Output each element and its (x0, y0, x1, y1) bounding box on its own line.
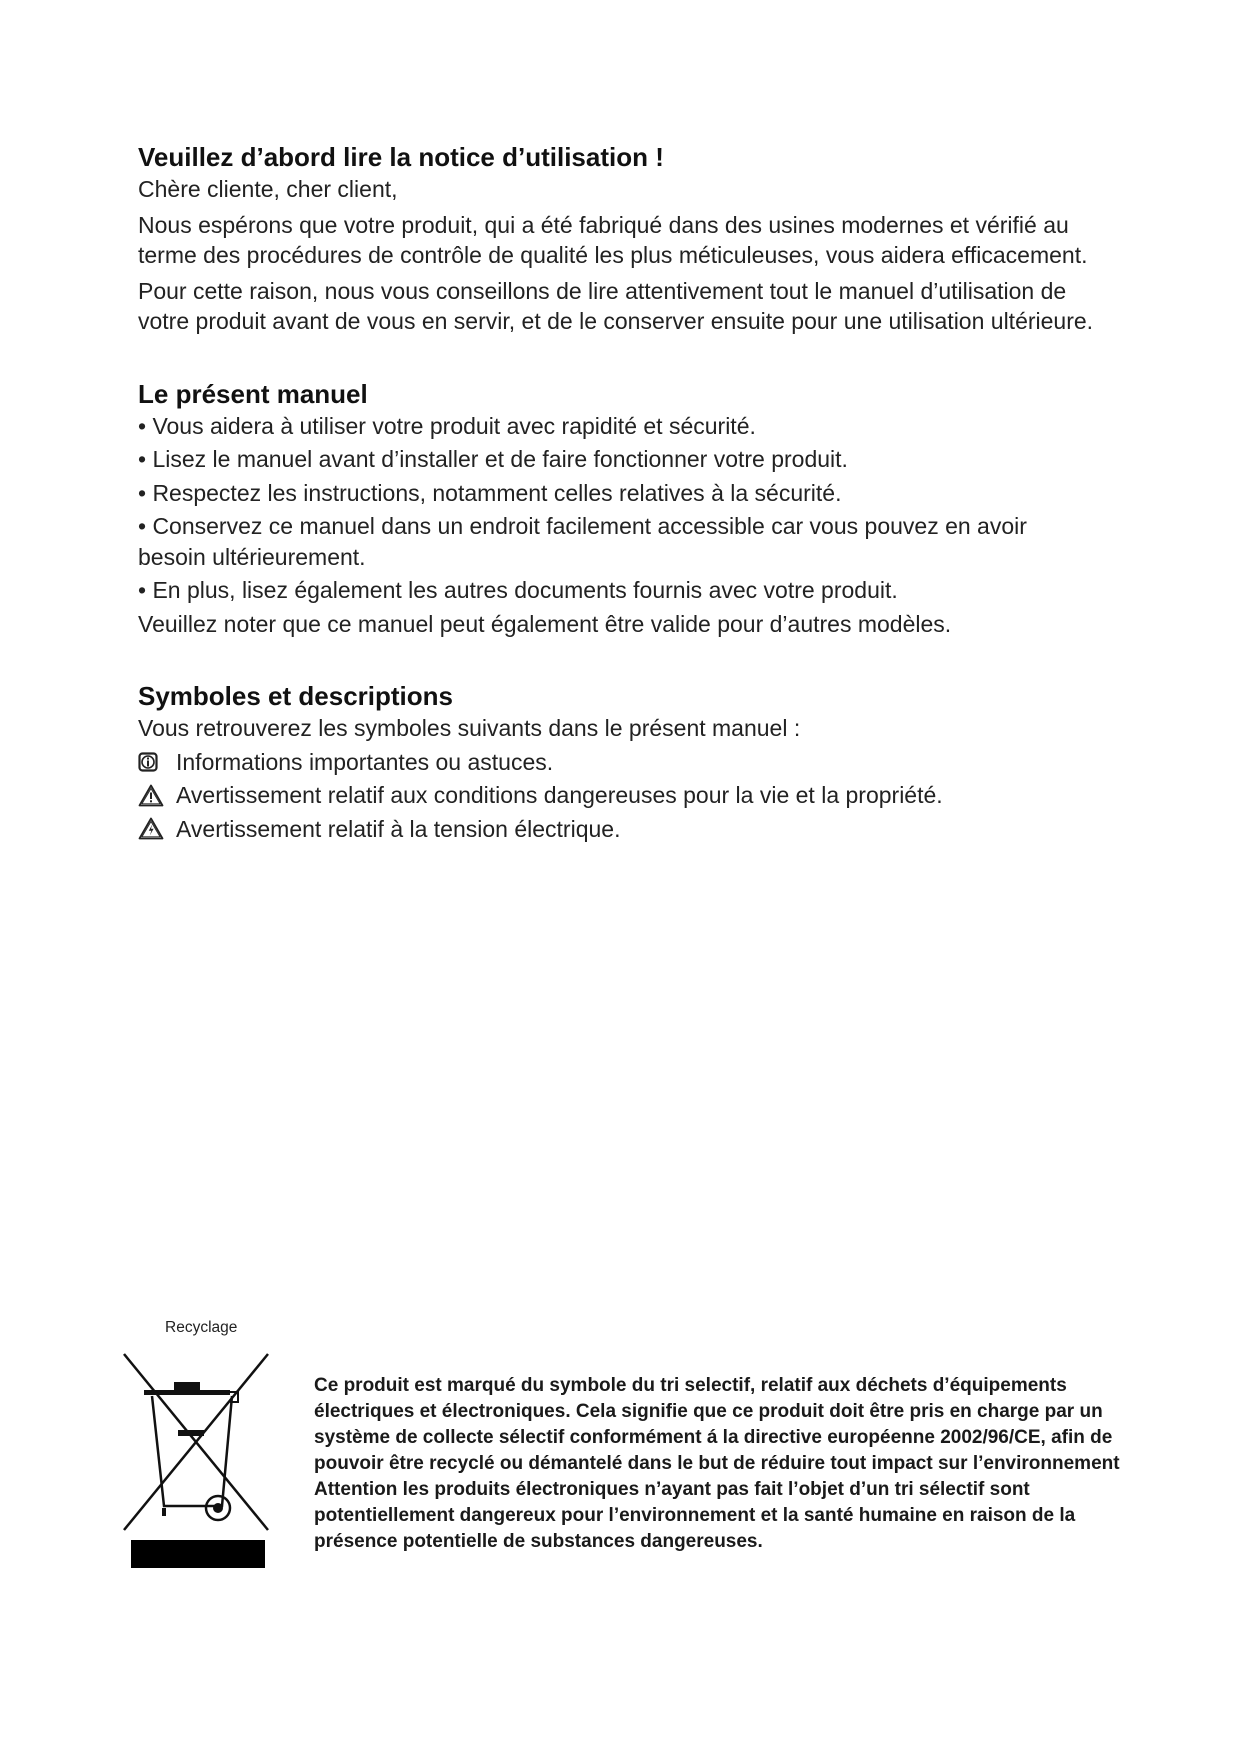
symbol-item (138, 814, 1098, 845)
manual-note: Veuillez noter que ce manuel peut également être valide pour d’autres modèles. (138, 610, 952, 637)
warning-icon (138, 784, 168, 807)
symbols-intro: Vous retrouverez les symboles suivants dans le présent manuel : (138, 715, 801, 741)
manual-bullet: • Lisez le manuel avant d’installer et de faire fonctionner votre produit. (138, 446, 848, 472)
manual-bullet: • Vous aidera à utiliser votre produit avec rapidité et sécurité. (138, 412, 756, 439)
info-icon (138, 752, 168, 772)
manual-bullet: • Conservez ce manuel dans un endroit facilement accessible car vous pouvez en avoir besoin ultérieurement. (138, 513, 1027, 570)
symbols-heading: Symboles et descriptions (138, 681, 453, 711)
symbol-description: Informations importantes ou astuces. (176, 748, 554, 775)
crossed-out-wheelie-bin-icon (122, 1348, 272, 1543)
symbol-description: Avertissement relatif aux conditions dangereuses pour la vie et la propriété. (176, 782, 943, 808)
electrical-warning-icon (138, 817, 168, 840)
symbol-item (138, 747, 1098, 778)
manual-bullet: • Respectez les instructions, notamment celles relatives à la sécurité. (138, 479, 842, 506)
recycling-title: Recyclage (165, 1319, 238, 1336)
intro-paragraph-2: Pour cette raison, nous vous conseillons de lire attentivement tout le manuel d’utilisation de votre produit avant de vous en servir, et de le conserver ensuite pour une utilisation ultérieure. (138, 277, 1094, 334)
recycling-notice: Ce produit est marqué du symbole du tri selectif, relatif aux déchets d’équipements électriques et électroniques. Cela signifie que ce produit doit être pris en charge par un système de collecte sélectif conformément á la directive européenne 2002/96/CE, afin de pouvoir être recyclé ou démantelé dans le but de réduire tout impact sur l’environnement Attention les produits électroniques n’ayant pas fait l’objet d’un tri sélectif sont potentiellement dangereux pour l’environnement et la santé humaine en raison de la présence potentielle de substances dangereuses. (314, 1375, 1120, 1552)
page-content (138, 140, 1098, 844)
symbol-description: Avertissement relatif à la tension électrique. (176, 815, 621, 842)
manual-heading: Le présent manuel (138, 378, 368, 409)
intro-paragraph-1: Nous espérons que votre produit, qui a été fabriqué dans des usines modernes et vérifié au terme des procédures de contrôle de qualité les plus méticuleuses, vous aidera efficacement. (138, 211, 1088, 268)
intro-heading: Veuillez d’abord lire la notice d’utilisation ! (138, 142, 664, 172)
recycling-bar (131, 1540, 265, 1568)
symbols-section (138, 679, 1098, 844)
symbol-item (138, 780, 1098, 811)
manual-bullet: • En plus, lisez également les autres documents fournis avec votre produit. (138, 577, 898, 603)
manual-section (138, 377, 1098, 640)
intro-section (138, 140, 1098, 337)
salutation: Chère cliente, cher client, (138, 176, 398, 202)
